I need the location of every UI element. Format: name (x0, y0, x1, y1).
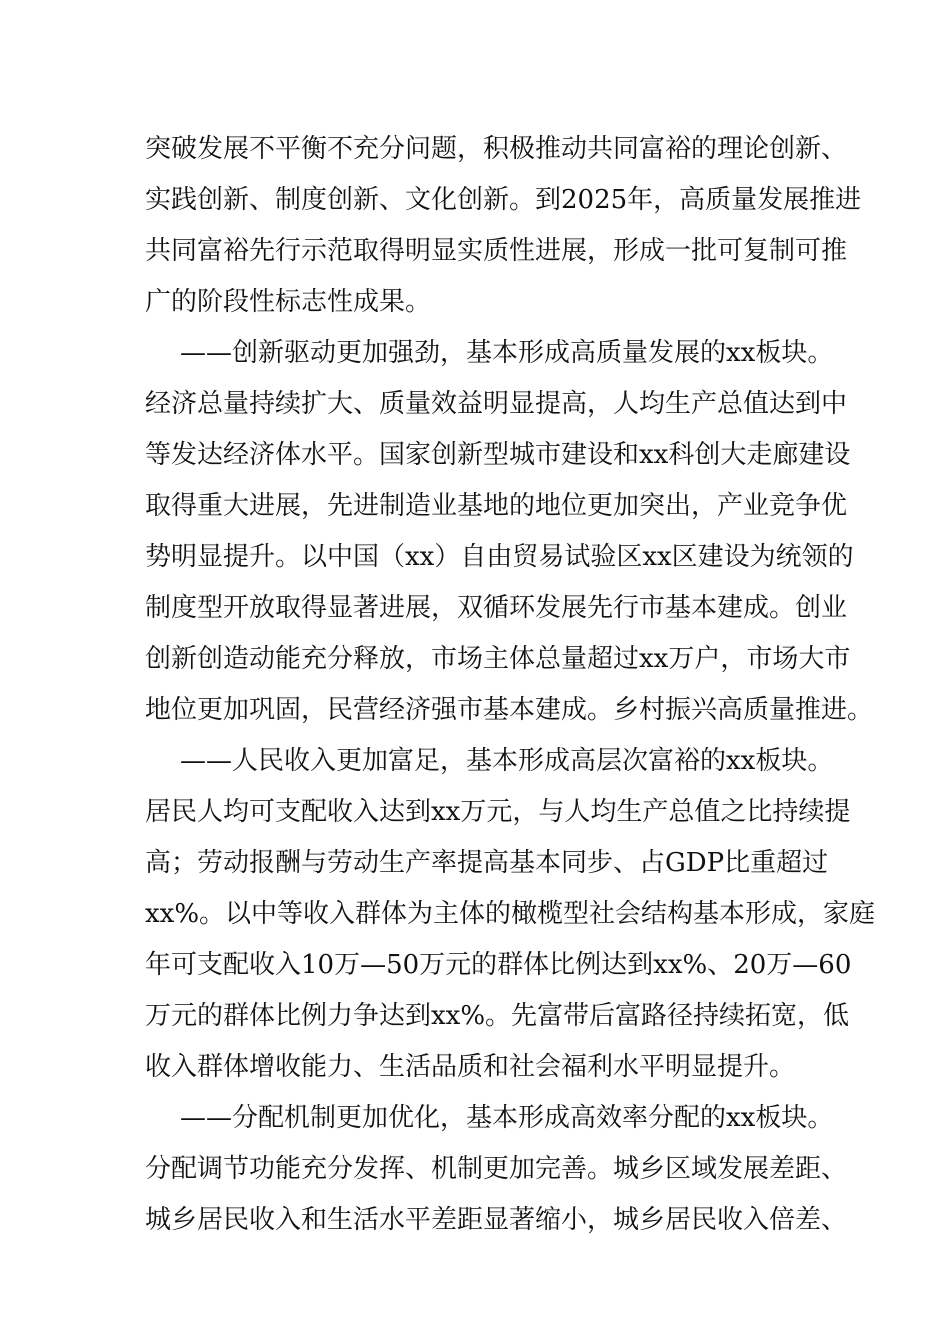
text-line: 等发达经济体水平。国家创新型城市建设和xx科创大走廊建设 (145, 440, 851, 470)
text-line: 收入群体增收能力、生活品质和社会福利水平明显提升。 (145, 1052, 796, 1082)
text-line: 共同富裕先行示范取得明显实质性进展，形成一批可复制可推 (145, 236, 848, 266)
text-line: ——人民收入更加富足，基本形成高层次富裕的xx板块。 (180, 746, 834, 776)
text-line: 创新创造动能充分释放，市场主体总量超过xx万户，市场大市 (145, 644, 851, 674)
text-line: 地位更加巩固，民营经济强市基本建成。乡村振兴高质量推进。 (145, 695, 874, 725)
text-line: 取得重大进展，先进制造业基地的地位更加突出，产业竞争优 (145, 491, 848, 521)
text-line: 年可支配收入10万—50万元的群体比例达到xx%、20万—60 (145, 950, 852, 980)
text-line: xx%。以中等收入群体为主体的橄榄型社会结构基本形成，家庭 (145, 899, 876, 929)
text-line: 经济总量持续扩大、质量效益明显提高，人均生产总值达到中 (145, 389, 848, 419)
text-line: 突破发展不平衡不充分问题，积极推动共同富裕的理论创新、 (145, 134, 848, 164)
text-line: 分配调节功能充分发挥、机制更加完善。城乡区域发展差距、 (145, 1154, 848, 1184)
text-line: 居民人均可支配收入达到xx万元，与人均生产总值之比持续提 (145, 797, 851, 827)
text-line: 广的阶段性标志性成果。 (145, 287, 432, 317)
text-line: 势明显提升。以中国（xx）自由贸易试验区xx区建设为统领的 (145, 542, 854, 572)
text-line: 城乡居民收入和生活水平差距显著缩小，城乡居民收入倍差、 (145, 1205, 848, 1235)
text-line: ——分配机制更加优化，基本形成高效率分配的xx板块。 (180, 1103, 834, 1133)
text-line: 万元的群体比例力争达到xx%。先富带后富路径持续拓宽，低 (145, 1001, 850, 1031)
text-line: 制度型开放取得显著进展，双循环发展先行市基本建成。创业 (145, 593, 848, 623)
text-line: 高；劳动报酬与劳动生产率提高基本同步、占GDP比重超过 (145, 848, 829, 878)
text-line: 实践创新、制度创新、文化创新。到2025年，高质量发展推进 (145, 185, 862, 215)
text-line: ——创新驱动更加强劲，基本形成高质量发展的xx板块。 (180, 338, 834, 368)
